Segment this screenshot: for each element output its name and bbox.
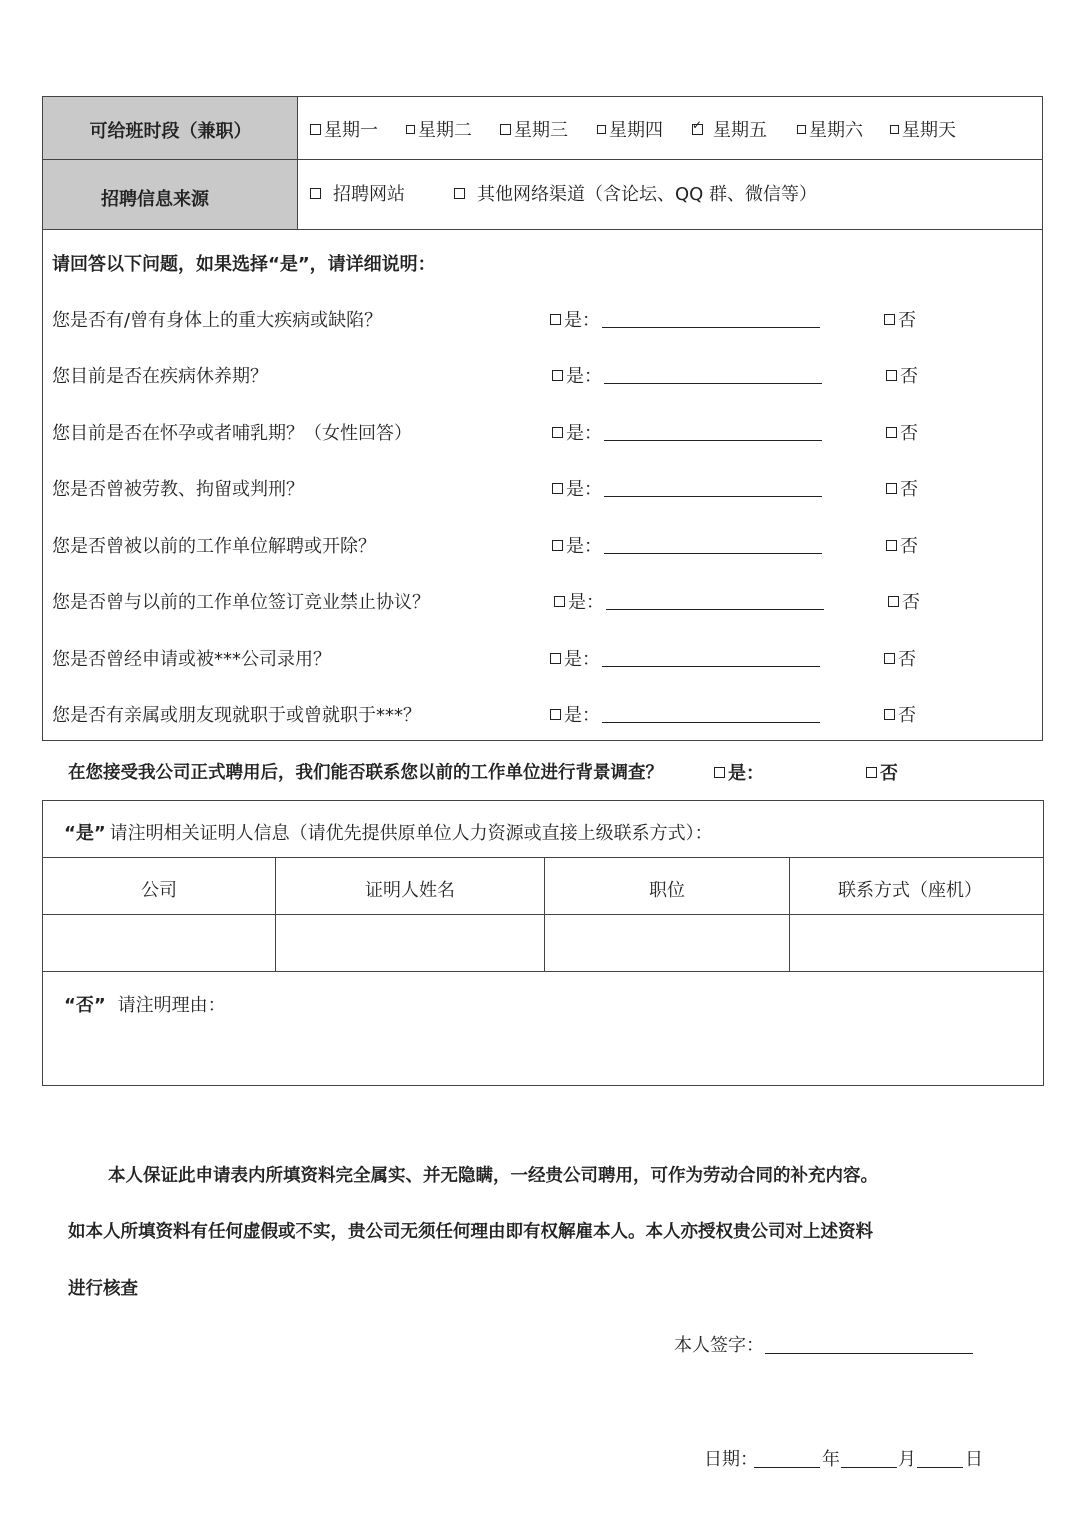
- day-option-wed[interactable]: 星期三: [500, 116, 568, 142]
- reference-contact-cell[interactable]: [791, 916, 1042, 970]
- source-option-website[interactable]: 招聘网站: [310, 180, 405, 206]
- checkbox-icon: [500, 124, 511, 135]
- checkbox-icon: [890, 125, 899, 134]
- checkbox-icon: [550, 314, 561, 325]
- source-option-other[interactable]: 其他网络渠道（含论坛、QQ 群、微信等）: [454, 180, 817, 206]
- date-day-label: 日: [965, 1449, 983, 1470]
- checkbox-icon: [797, 125, 806, 134]
- declaration-line-1: 本人保证此申请表内所填资料完全属实、并无隐瞒，一经贵公司聘用，可作为劳动合同的补充内容。: [108, 1166, 878, 1186]
- column-header-referee-name: 证明人姓名: [365, 880, 455, 901]
- yes-option[interactable]: 是：: [552, 419, 602, 445]
- date-month-field[interactable]: [841, 1467, 897, 1468]
- day-option-fri[interactable]: ✓ 星期五: [692, 116, 767, 142]
- question-text: 您目前是否在疾病休养期？: [52, 366, 268, 387]
- checkbox-icon: [884, 653, 895, 664]
- yes-detail-field[interactable]: [606, 609, 824, 610]
- checkbox-icon: [554, 596, 565, 607]
- question-text: 您目前是否在怀孕或者哺乳期？（女性回答）: [52, 423, 412, 444]
- yes-option[interactable]: 是：: [552, 475, 602, 501]
- checkbox-icon: [552, 483, 563, 494]
- yes-detail-field[interactable]: [604, 553, 822, 554]
- yes-detail-field[interactable]: [602, 722, 820, 723]
- questions-intro: 请回答以下问题，如果选择“是”，请详细说明：: [52, 254, 436, 275]
- day-option-sun[interactable]: 星期天: [890, 116, 956, 142]
- question-text: 您是否曾被劳教、拘留或判刑？: [52, 479, 304, 500]
- yes-option[interactable]: 是：: [554, 588, 604, 614]
- column-header-contact: 联系方式（座机）: [838, 880, 982, 901]
- yes-option[interactable]: 是：: [550, 701, 600, 727]
- checkbox-icon: [888, 596, 899, 607]
- no-option[interactable]: 否: [886, 419, 918, 445]
- declaration-line-3: 进行核查: [68, 1279, 138, 1299]
- no-reason-field[interactable]: [44, 1020, 1042, 1083]
- date-day-field[interactable]: [917, 1467, 963, 1468]
- checkbox-icon: [886, 483, 897, 494]
- no-option[interactable]: 否: [886, 475, 918, 501]
- yes-detail-field[interactable]: [602, 666, 820, 667]
- no-option[interactable]: 否: [886, 362, 918, 388]
- checkbox-icon: [552, 540, 563, 551]
- checkbox-icon: [886, 427, 897, 438]
- checkbox-icon: [884, 314, 895, 325]
- checked-checkbox-icon: [692, 124, 703, 135]
- date-month-label: 月: [898, 1449, 916, 1470]
- day-option-mon[interactable]: 星期一: [310, 116, 378, 142]
- declaration-line-2: 如本人所填资料有任何虚假或不实，贵公司无须任何理由即有权解雇本人。本人亦授权贵公司对上述资料: [68, 1222, 873, 1242]
- signature-label: 本人签字：: [674, 1335, 764, 1356]
- no-option[interactable]: 否: [888, 588, 920, 614]
- question-text: 您是否有亲属或朋友现就职于或曾就职于***？: [52, 705, 421, 726]
- checkbox-icon: [552, 427, 563, 438]
- source-label: 招聘信息来源: [101, 189, 209, 210]
- reference-name-cell[interactable]: [277, 916, 543, 970]
- no-option[interactable]: 否: [886, 532, 918, 558]
- no-option[interactable]: 否: [884, 306, 916, 332]
- question-text: 您是否曾与以前的工作单位签订竞业禁止协议？: [52, 592, 430, 613]
- reference-position-cell[interactable]: [546, 916, 788, 970]
- day-option-tue[interactable]: 星期二: [406, 116, 472, 142]
- date-year-field[interactable]: [754, 1467, 820, 1468]
- checkbox-icon: [550, 653, 561, 664]
- date-label: 日期：: [704, 1449, 758, 1470]
- checkbox-icon: [454, 188, 465, 199]
- checkbox-icon: [886, 540, 897, 551]
- yes-option[interactable]: 是：: [550, 306, 600, 332]
- yes-detail-field[interactable]: [602, 327, 820, 328]
- checkbox-icon: [714, 767, 725, 778]
- background-yes-option[interactable]: 是：: [714, 759, 764, 785]
- background-check-question: 在您接受我公司正式聘用后，我们能否联系您以前的工作单位进行背景调查？: [68, 763, 663, 783]
- background-no-option[interactable]: 否: [866, 759, 898, 785]
- checkbox-icon: [597, 125, 606, 134]
- column-header-company: 公司: [141, 880, 177, 901]
- checkbox-icon: [552, 370, 563, 381]
- checkbox-icon: [884, 709, 895, 720]
- yes-option[interactable]: 是：: [550, 645, 600, 671]
- yes-detail-field[interactable]: [604, 440, 822, 441]
- day-option-thu[interactable]: 星期四: [597, 116, 663, 142]
- date-year-label: 年: [822, 1449, 840, 1470]
- yes-option[interactable]: 是：: [552, 362, 602, 388]
- schedule-label: 可给班时段（兼职）: [89, 121, 252, 142]
- checkbox-icon: [310, 188, 321, 199]
- no-reason-note: “否” 请注明理由：: [64, 995, 226, 1016]
- column-header-position: 职位: [649, 880, 685, 901]
- yes-detail-field[interactable]: [604, 496, 822, 497]
- day-option-sat[interactable]: 星期六: [797, 116, 863, 142]
- reference-company-cell[interactable]: [44, 916, 274, 970]
- yes-option[interactable]: 是：: [552, 532, 602, 558]
- yes-detail-field[interactable]: [604, 383, 822, 384]
- signature-field[interactable]: [765, 1353, 973, 1354]
- yes-reference-note: “是” 请注明相关证明人信息（请优先提供原单位人力资源或直接上级联系方式）：: [64, 823, 713, 844]
- no-option[interactable]: 否: [884, 645, 916, 671]
- checkbox-icon: [406, 125, 415, 134]
- checkbox-icon: [886, 370, 897, 381]
- checkbox-icon: [310, 124, 321, 135]
- no-option[interactable]: 否: [884, 701, 916, 727]
- question-text: 您是否曾被以前的工作单位解聘或开除？: [52, 536, 376, 557]
- checkbox-icon: [866, 767, 877, 778]
- question-text: 您是否有/曾有身体上的重大疾病或缺陷？: [52, 310, 383, 331]
- checkbox-icon: [550, 709, 561, 720]
- question-text: 您是否曾经申请或被***公司录用？: [52, 649, 331, 670]
